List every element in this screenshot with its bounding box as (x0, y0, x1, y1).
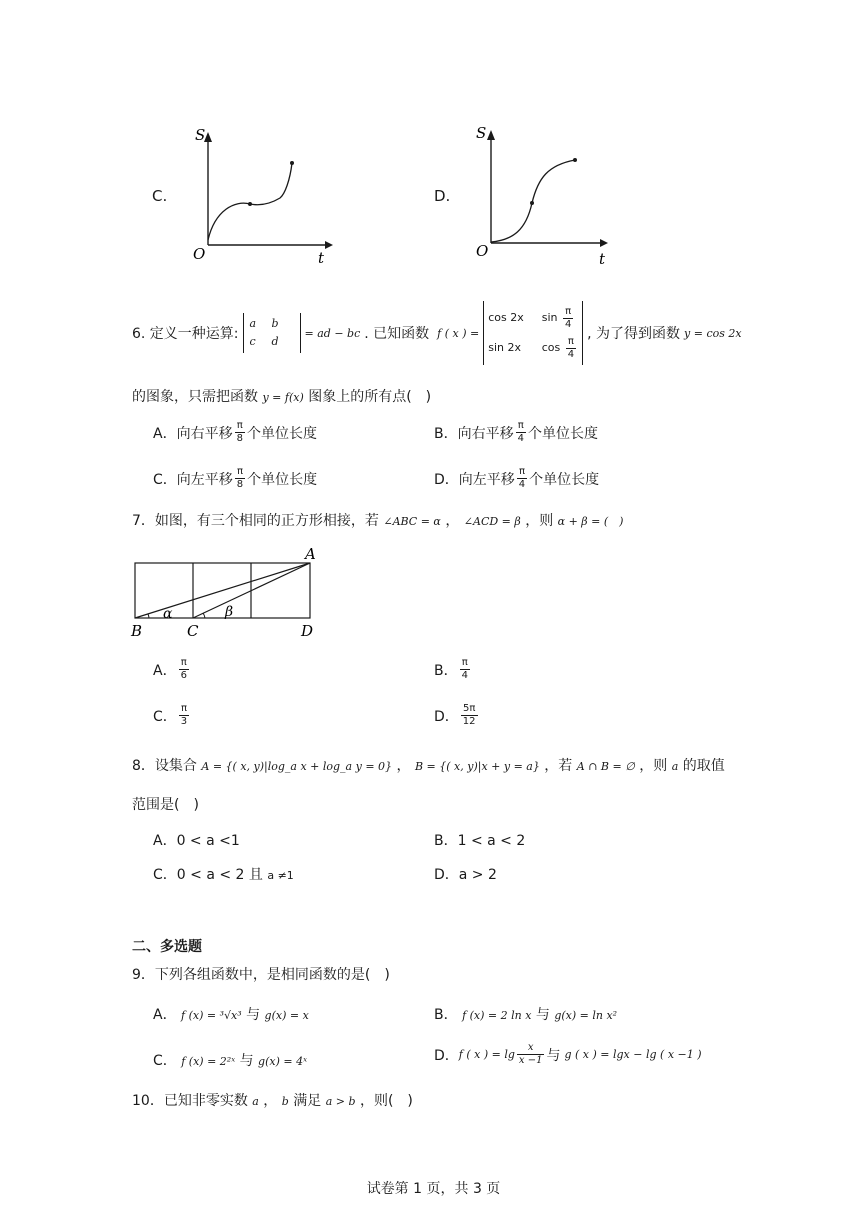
det-b: b (271, 317, 279, 330)
line-ba (135, 563, 310, 618)
q10-stem-b: 满足 (293, 1093, 322, 1109)
label-alpha: α (163, 606, 173, 622)
q9-option-b-g: g(x) = ln x² (554, 1009, 618, 1022)
q6-option-a-frac: $\frac{\pi}{8}$ (236, 420, 243, 444)
q8-a: a (671, 760, 679, 773)
m12-func: sin (541, 311, 558, 324)
page-footer: 试卷第 1 页，共 3 页 (366, 1181, 501, 1197)
q10-a: a (252, 1095, 259, 1108)
m12-frac: $\frac{\pi}{4}$ (565, 305, 572, 330)
m22-frac: $\frac{\pi}{4}$ (567, 335, 575, 360)
label-c: C (187, 622, 199, 640)
q8-stem (132, 755, 725, 775)
q9-option-d-g: g ( x ) = lgx − lg ( x −1 ) (564, 1048, 702, 1061)
q9-option-c-yu: 与 (239, 1053, 254, 1069)
q6-option-d-unit: 个单位长度 (529, 471, 600, 488)
y-arrow (487, 130, 495, 140)
q7-option-c-frac: $\frac{\pi}{3}$ (180, 703, 188, 727)
q6-option-d (434, 466, 599, 491)
q8-option-c-c: a ≠1 (267, 869, 294, 882)
axis-t: t (599, 250, 606, 268)
q9-option-b-f: f (x) = 2 ln x (462, 1009, 532, 1022)
q9-option-a-g: g(x) = x (264, 1009, 309, 1022)
label-a: A (305, 545, 316, 563)
q7-option-d (434, 703, 480, 728)
q7-abc: ∠ABC = α (383, 515, 441, 528)
end-point (290, 161, 294, 165)
q10-sep: ， (263, 1093, 278, 1109)
q6-line2-a: 的图象，只需把函数 (132, 389, 258, 405)
q8-stem-b: ，若 (544, 758, 573, 774)
q9-option-c-label: C． (153, 1053, 177, 1069)
q7-sep: ， (445, 513, 460, 529)
q7-then: ，则 (525, 513, 554, 529)
axis-s: S (476, 124, 487, 142)
q10-stem-a: 10．已知非零实数 (132, 1093, 248, 1109)
q6-option-c-unit: 个单位长度 (247, 471, 318, 488)
q8-stem-c: ，则 (639, 758, 668, 774)
label-b: B (131, 622, 143, 640)
q5-graph-d (468, 120, 618, 270)
x-arrow (325, 241, 333, 249)
q6-option-a-label: A．向右平移 (153, 425, 233, 442)
q6-line2 (132, 386, 431, 406)
q6-option-b-unit: 个单位长度 (527, 425, 598, 442)
q6-option-a-unit: 个单位长度 (246, 425, 317, 442)
q10-b: b (281, 1095, 289, 1108)
q6-fx: f ( x ) = (437, 326, 480, 340)
m11: cos 2x (488, 311, 524, 324)
det-c: c (249, 335, 256, 348)
q9-option-d-f: f ( x ) = lg (458, 1048, 515, 1061)
q9-option-b-yu: 与 (535, 1007, 550, 1023)
q8-option-a: A．0 < a <1 (153, 833, 240, 849)
det-d: d (271, 335, 279, 348)
q7-acd: ∠ACD = β (463, 515, 521, 528)
q8-option-b: B．1 < a < 2 (434, 833, 526, 849)
q9-option-a-label: A． (153, 1007, 177, 1023)
q7-figure (125, 545, 325, 645)
q10-stem (132, 1090, 413, 1110)
end-point (573, 158, 577, 162)
q9-option-b-label: B． (434, 1007, 458, 1023)
q9-option-a-f: f (x) = ³√x³ (181, 1009, 242, 1022)
q6-stem-b: . 已知函数 (364, 326, 430, 342)
q8-line2: 范围是( ) (132, 797, 199, 813)
q9-option-a-yu: 与 (246, 1007, 261, 1023)
q7-option-b (434, 657, 472, 682)
q10-cond: a > b (325, 1095, 356, 1108)
axis-t: t (318, 249, 325, 267)
q7-option-d-label: D． (434, 708, 459, 725)
x-arrow (600, 239, 608, 247)
q9-option-d-yu: 与 (546, 1047, 561, 1064)
q8-option-c-a: C．0 < a < 2 (153, 867, 245, 883)
q9-stem: 9．下列各组函数中，是相同函数的是( ) (132, 967, 390, 983)
q9-option-d-label: D． (434, 1047, 459, 1064)
q8-option-c-b: 且 (248, 867, 263, 883)
q7-stem (132, 510, 623, 530)
inflection-point (530, 201, 534, 205)
q7-option-a-label: A． (153, 662, 177, 679)
q9-option-b (434, 1004, 617, 1024)
q8-set-a: A = {( x, y)|log_a x + log_a y = 0} (201, 760, 393, 773)
q6-stem (132, 300, 742, 366)
q7-option-c (153, 703, 191, 728)
q9-option-c (153, 1050, 307, 1070)
q6-line2-b: 图象上的所有点( ) (308, 389, 432, 405)
q8-stem-d: 的取值 (682, 758, 725, 774)
q9-option-d-frac: $\frac{x}{x -1}$ (518, 1042, 543, 1066)
q6-option-c-label: C．向左平移 (153, 471, 233, 488)
q6-target: y = cos 2x (684, 326, 742, 340)
q5-graph-c (185, 120, 335, 270)
det-a: a (249, 317, 257, 330)
q6-option-b-frac: $\frac{\pi}{4}$ (517, 420, 524, 444)
q9-option-c-f: f (x) = 2²ˣ (181, 1055, 236, 1068)
q6-option-b (434, 420, 598, 445)
q6-option-d-frac: $\frac{\pi}{4}$ (518, 466, 526, 490)
axis-o: O (193, 245, 206, 263)
axis-o: O (476, 242, 489, 260)
arc-beta (203, 613, 205, 618)
m21: sin 2x (488, 341, 521, 354)
curve (208, 163, 292, 240)
m22-func: cos (541, 341, 561, 354)
q6-matrix (483, 301, 583, 365)
q8-cond: A ∩ B = ∅ (576, 760, 635, 773)
inflection-point (248, 202, 252, 206)
q6-det-rhs: = ad − bc (304, 326, 361, 340)
q6-stem-a: 6. 定义一种运算: (132, 326, 239, 342)
q9-option-d (434, 1042, 702, 1067)
q7-sum: α + β = ( ) (557, 515, 624, 528)
q9-option-c-g: g(x) = 4ˣ (258, 1055, 307, 1068)
q7-option-a (153, 657, 191, 682)
q6-option-a (153, 420, 317, 445)
label-d: D (301, 622, 314, 640)
q5-option-c-label: C. (152, 187, 168, 205)
q7-option-d-frac: $\frac{5\pi}{12}$ (462, 703, 476, 727)
q6-option-c (153, 466, 317, 491)
q6-det-definition (243, 313, 301, 353)
q6-option-b-label: B．向右平移 (434, 425, 514, 442)
q6-option-d-label: D．向左平移 (434, 471, 515, 488)
q8-option-d: D．a > 2 (434, 867, 497, 883)
q8-stem-a: 8．设集合 (132, 758, 197, 774)
q7-stem-text: 7．如图，有三个相同的正方形相接，若 (132, 513, 379, 529)
q7-option-b-frac: $\frac{\pi}{4}$ (461, 657, 468, 681)
q7-option-c-label: C． (153, 708, 177, 725)
q8-comma: ， (396, 758, 411, 774)
q10-stem-c: ，则( ) (359, 1093, 413, 1109)
q5-option-d-label: D. (434, 187, 451, 205)
axis-s: S (195, 126, 206, 144)
q8-set-b: B = {( x, y)|x + y = a} (414, 760, 540, 773)
curve (491, 160, 575, 242)
section-title: 二、多选题 (132, 939, 202, 955)
q6-line2-f: y = f(x) (262, 391, 304, 404)
label-beta: β (225, 604, 234, 620)
q6-option-c-frac: $\frac{\pi}{8}$ (236, 466, 244, 490)
q9-option-a (153, 1004, 309, 1024)
q8-option-c (153, 864, 294, 884)
q7-option-b-label: B． (434, 662, 458, 679)
q7-option-a-frac: $\frac{\pi}{6}$ (180, 657, 187, 681)
q6-stem-c: , 为了得到函数 (587, 326, 681, 342)
